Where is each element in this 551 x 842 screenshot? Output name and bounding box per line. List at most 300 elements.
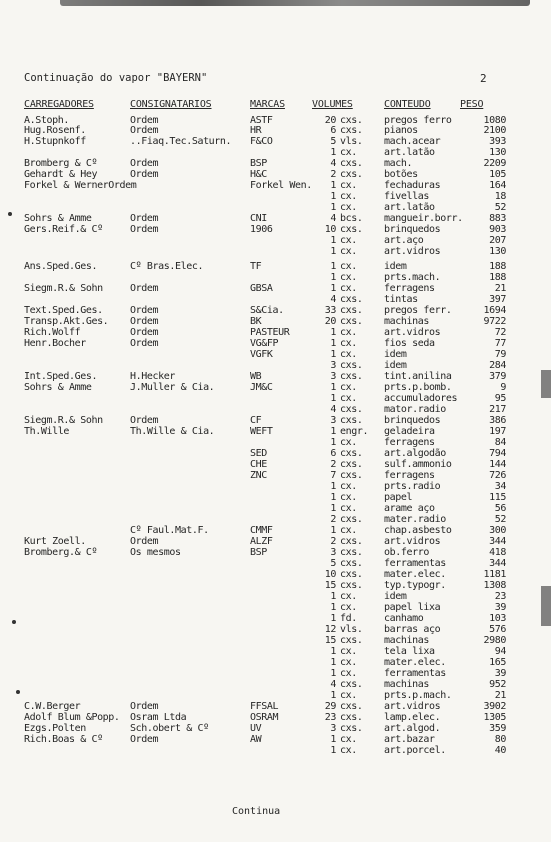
cell-marca: 1906	[250, 224, 273, 235]
cell-peso: 23	[494, 591, 506, 602]
cell-volume-qtd: 2	[330, 536, 336, 547]
cell-peso: 39	[494, 668, 506, 679]
cell-consignatario: Ordem	[130, 415, 159, 426]
cell-marca: WEFT	[250, 426, 273, 437]
cell-conteudo: ferragens	[384, 283, 435, 294]
cell-conteudo: chap.asbesto	[384, 525, 452, 536]
cell-volume-unidade: cxs.	[340, 115, 363, 126]
cell-volume-unidade: cxs.	[340, 470, 363, 481]
cell-peso: 21	[494, 690, 506, 701]
cell-peso: 52	[494, 514, 506, 525]
cell-peso: 34	[494, 481, 506, 492]
cell-conteudo: art.vidros	[384, 701, 441, 712]
cell-conteudo: idem	[384, 349, 407, 360]
cell-volume-unidade: cx.	[340, 261, 357, 272]
table-row	[0, 203, 551, 213]
cell-marca: ZNC	[250, 470, 267, 481]
cell-volume-unidade: cxs.	[340, 371, 363, 382]
cell-volume-unidade: cx.	[340, 272, 357, 283]
cell-conteudo: ferramentas	[384, 668, 446, 679]
table-row	[0, 383, 551, 393]
cell-volume-qtd: 6	[330, 125, 336, 136]
cell-volume-unidade: cxs.	[340, 712, 363, 723]
cell-volume-unidade: cx.	[340, 180, 357, 191]
cell-peso: 2980	[483, 635, 506, 646]
cell-peso: 217	[489, 404, 506, 415]
header-consignatarios: CONSIGNATARIOS	[130, 99, 212, 110]
table-row	[0, 471, 551, 481]
cell-volume-unidade: cx.	[340, 283, 357, 294]
cell-conteudo: tela lixa	[384, 646, 435, 657]
cell-conteudo: idem	[384, 360, 407, 371]
scan-top-edge	[60, 0, 530, 6]
cell-peso: 418	[489, 547, 506, 558]
cell-volume-qtd: 1	[330, 147, 336, 158]
cell-conteudo: sulf.ammonio	[384, 459, 452, 470]
cell-carregador: Int.Sped.Ges.	[24, 371, 98, 382]
cell-conteudo: art.algod.	[384, 723, 441, 734]
cell-peso: 9722	[483, 316, 506, 327]
cell-conteudo: fivellas	[384, 191, 429, 202]
cell-volume-unidade: cx.	[340, 481, 357, 492]
cell-volume-unidade: cxs.	[340, 316, 363, 327]
cell-volume-unidade: cxs.	[340, 547, 363, 558]
cell-peso: 207	[489, 235, 506, 246]
table-row	[0, 515, 551, 525]
cell-volume-qtd: 1	[330, 382, 336, 393]
cell-volume-unidade: cx.	[340, 525, 357, 536]
cell-peso: 165	[489, 657, 506, 668]
table-row	[0, 273, 551, 283]
cell-volume-qtd: 1	[330, 180, 336, 191]
cell-peso: 1308	[483, 580, 506, 591]
cell-conteudo: art.vidros	[384, 327, 441, 338]
table-row	[0, 181, 551, 191]
table-row	[0, 328, 551, 338]
cell-marca: UV	[250, 723, 262, 734]
cell-consignatario: Ordem	[130, 305, 159, 316]
cell-volume-qtd: 4	[330, 294, 336, 305]
cell-volume-unidade: cxs.	[340, 536, 363, 547]
cell-volume-unidade: cx.	[340, 646, 357, 657]
cell-peso: 164	[489, 180, 506, 191]
cell-carregador: Rich.Boas & Cº	[24, 734, 103, 745]
cell-marca: TF	[250, 261, 262, 272]
cell-peso: 300	[489, 525, 506, 536]
cell-carregador: Gers.Reif.& Cº	[24, 224, 103, 235]
cell-carregador: Ans.Sped.Ges.	[24, 261, 98, 272]
cell-consignatario: Ordem	[130, 338, 159, 349]
cell-carregador: Ezgs.Polten	[24, 723, 86, 734]
cell-volume-qtd: 5	[330, 136, 336, 147]
cell-conteudo: mator.radio	[384, 404, 446, 415]
cell-conteudo: botões	[384, 169, 418, 180]
cell-conteudo: arame aço	[384, 503, 435, 514]
cell-volume-unidade: cx.	[340, 191, 357, 202]
page-number: 2	[480, 72, 487, 85]
cell-marca: F&CO	[250, 136, 273, 147]
cell-volume-qtd: 1	[330, 668, 336, 679]
cell-conteudo: art.bazar	[384, 734, 435, 745]
cell-peso: 188	[489, 261, 506, 272]
cell-consignatario: Ordem	[130, 158, 159, 169]
cell-marca: S&Cia.	[250, 305, 284, 316]
table-row	[0, 236, 551, 246]
cell-conteudo: papel lixa	[384, 602, 441, 613]
cell-volume-unidade: cx.	[340, 745, 357, 756]
table-row	[0, 438, 551, 448]
cell-volume-qtd: 15	[324, 635, 336, 646]
cell-peso: 188	[489, 272, 506, 283]
cell-conteudo: tint.anilina	[384, 371, 452, 382]
cell-conteudo: machinas	[384, 316, 429, 327]
cell-conteudo: art.vidros	[384, 536, 441, 547]
cell-volume-qtd: 3	[330, 415, 336, 426]
table-row	[0, 247, 551, 257]
cell-volume-qtd: 1	[330, 327, 336, 338]
cell-conteudo: ferragens	[384, 437, 435, 448]
cell-volume-qtd: 1	[330, 525, 336, 536]
cell-carregador: Rich.Wolff	[24, 327, 81, 338]
header-carregadores: CARREGADORES	[24, 99, 94, 110]
cell-marca: CMMF	[250, 525, 273, 536]
cell-peso: 72	[494, 327, 506, 338]
cell-peso: 726	[489, 470, 506, 481]
table-row	[0, 658, 551, 668]
cell-peso: 56	[494, 503, 506, 514]
cell-peso: 284	[489, 360, 506, 371]
cell-peso: 1694	[483, 305, 506, 316]
cell-consignatario: Ordem	[130, 213, 159, 224]
table-row	[0, 548, 551, 558]
cell-volume-unidade: cx.	[340, 591, 357, 602]
cell-peso: 105	[489, 169, 506, 180]
cell-conteudo: papel	[384, 492, 413, 503]
table-row	[0, 669, 551, 679]
cell-carregador: Th.Wille	[24, 426, 69, 437]
cell-volume-qtd: 1	[330, 272, 336, 283]
table-row	[0, 126, 551, 136]
cell-conteudo: typ.typogr.	[384, 580, 446, 591]
cell-peso: 18	[494, 191, 506, 202]
cell-carregador: Bromberg.& Cº	[24, 547, 98, 558]
cell-volume-qtd: 1	[330, 283, 336, 294]
cell-conteudo: barras aço	[384, 624, 441, 635]
document-title: Continuação do vapor "BAYERN"	[24, 72, 208, 84]
cell-peso: 80	[494, 734, 506, 745]
cell-consignatario: Ordem	[130, 115, 159, 126]
cell-peso: 94	[494, 646, 506, 657]
cell-volume-unidade: bcs.	[340, 213, 363, 224]
cell-volume-qtd: 20	[324, 316, 336, 327]
cell-carregador: Transp.Akt.Ges.	[24, 316, 109, 327]
cell-peso: 130	[489, 246, 506, 257]
table-row	[0, 713, 551, 723]
cell-peso: 393	[489, 136, 506, 147]
cell-volume-unidade: cx.	[340, 382, 357, 393]
cell-volume-unidade: cxs.	[340, 679, 363, 690]
cell-volume-qtd: 1	[330, 734, 336, 745]
cell-marca: JM&C	[250, 382, 273, 393]
cell-consignatario: Os mesmos	[130, 547, 181, 558]
cell-volume-unidade: cxs.	[340, 723, 363, 734]
table-row	[0, 559, 551, 569]
table-row	[0, 724, 551, 734]
cell-volume-qtd: 1	[330, 261, 336, 272]
cell-conteudo: prts.p.mach.	[384, 690, 452, 701]
table-row	[0, 647, 551, 657]
cell-consignatario: Ordem	[130, 224, 159, 235]
cell-volume-qtd: 1	[330, 745, 336, 756]
cell-marca: BSP	[250, 158, 267, 169]
cell-conteudo: prts.radio	[384, 481, 441, 492]
cell-carregador: Hug.Rosenf.	[24, 125, 86, 136]
cell-volume-unidade: cx.	[340, 338, 357, 349]
cell-marca: Forkel Wen.	[250, 180, 312, 191]
cell-peso: 2100	[483, 125, 506, 136]
cell-marca: CF	[250, 415, 262, 426]
cell-peso: 77	[494, 338, 506, 349]
cell-volume-unidade: engr.	[340, 426, 369, 437]
cell-marca: FFSAL	[250, 701, 279, 712]
cell-volume-qtd: 1	[330, 235, 336, 246]
cell-volume-qtd: 3	[330, 723, 336, 734]
cell-conteudo: prts.mach.	[384, 272, 441, 283]
table-row	[0, 295, 551, 305]
cell-peso: 39	[494, 602, 506, 613]
cell-volume-unidade: cx.	[340, 602, 357, 613]
cell-conteudo: canhamo	[384, 613, 424, 624]
cell-peso: 952	[489, 679, 506, 690]
cell-volume-qtd: 4	[330, 679, 336, 690]
cell-peso: 794	[489, 448, 506, 459]
header-conteudo: CONTEUDO	[384, 99, 431, 110]
header-volumes: VOLUMES	[312, 99, 353, 110]
cell-volume-unidade: cx.	[340, 657, 357, 668]
cell-volume-qtd: 1	[330, 338, 336, 349]
cell-carregador: A.Stoph.	[24, 115, 69, 126]
cell-peso: 344	[489, 558, 506, 569]
cell-volume-qtd: 2	[330, 514, 336, 525]
cell-volume-qtd: 1	[330, 393, 336, 404]
table-row	[0, 214, 551, 224]
cell-volume-qtd: 5	[330, 558, 336, 569]
table-row	[0, 636, 551, 646]
cell-peso: 344	[489, 536, 506, 547]
table-row	[0, 416, 551, 426]
cell-consignatario: H.Hecker	[130, 371, 175, 382]
cell-volume-qtd: 1	[330, 426, 336, 437]
cell-marca: VGFK	[250, 349, 273, 360]
cell-marca: CHE	[250, 459, 267, 470]
table-row	[0, 482, 551, 492]
cell-peso: 576	[489, 624, 506, 635]
cell-volume-unidade: cx.	[340, 246, 357, 257]
cell-conteudo: ferramentas	[384, 558, 446, 569]
cell-volume-qtd: 33	[324, 305, 336, 316]
table-row	[0, 592, 551, 602]
cell-volume-unidade: cx.	[340, 668, 357, 679]
cell-volume-qtd: 6	[330, 448, 336, 459]
cell-peso: 52	[494, 202, 506, 213]
cell-volume-qtd: 1	[330, 613, 336, 624]
cell-consignatario: ..Fiaq.Tec.Saturn.	[130, 136, 232, 147]
cell-consignatario: Cº Faul.Mat.F.	[130, 525, 209, 536]
cell-peso: 130	[489, 147, 506, 158]
cell-consignatario: Ordem	[130, 327, 159, 338]
cell-conteudo: accumuladores	[384, 393, 458, 404]
cell-consignatario: Cº Bras.Elec.	[130, 261, 204, 272]
cell-conteudo: art.aço	[384, 235, 424, 246]
table-row	[0, 493, 551, 503]
cell-conteudo: tintas	[384, 294, 418, 305]
cell-volume-qtd: 20	[324, 115, 336, 126]
cell-volume-qtd: 7	[330, 470, 336, 481]
table-row	[0, 427, 551, 437]
table-row	[0, 137, 551, 147]
cell-volume-unidade: cxs.	[340, 224, 363, 235]
cell-conteudo: geladeira	[384, 426, 435, 437]
cell-marca: WB	[250, 371, 262, 382]
table-row	[0, 680, 551, 690]
cell-consignatario: Th.Wille & Cia.	[130, 426, 215, 437]
cell-conteudo: mater.radio	[384, 514, 446, 525]
cell-volume-unidade: vls.	[340, 136, 363, 147]
cell-volume-qtd: 2	[330, 169, 336, 180]
cell-carregador: Forkel & WernerOrdem	[24, 180, 137, 191]
cell-peso: 397	[489, 294, 506, 305]
cell-peso: 79	[494, 349, 506, 360]
cell-consignatario: J.Muller & Cia.	[130, 382, 215, 393]
cell-volume-qtd: 3	[330, 360, 336, 371]
cell-volume-unidade: cxs.	[340, 415, 363, 426]
cell-volume-qtd: 3	[330, 371, 336, 382]
cell-volume-qtd: 29	[324, 701, 336, 712]
cell-consignatario: Ordem	[130, 316, 159, 327]
cell-carregador: Henr.Bocher	[24, 338, 86, 349]
cell-conteudo: ferragens	[384, 470, 435, 481]
cell-consignatario: Ordem	[130, 701, 159, 712]
table-row	[0, 192, 551, 202]
table-row	[0, 603, 551, 613]
cell-consignatario: Ordem	[130, 169, 159, 180]
cell-volume-unidade: cxs.	[340, 514, 363, 525]
cell-peso: 1305	[483, 712, 506, 723]
cell-volume-unidade: cx.	[340, 349, 357, 360]
cell-carregador: C.W.Berger	[24, 701, 81, 712]
cell-volume-unidade: cxs.	[340, 701, 363, 712]
table-row	[0, 702, 551, 712]
cell-conteudo: fechaduras	[384, 180, 441, 191]
cell-volume-unidade: cxs.	[340, 569, 363, 580]
cell-volume-unidade: cxs.	[340, 580, 363, 591]
cell-volume-qtd: 10	[324, 569, 336, 580]
cell-volume-qtd: 15	[324, 580, 336, 591]
cell-volume-unidade: cx.	[340, 147, 357, 158]
cell-peso: 359	[489, 723, 506, 734]
table-row	[0, 339, 551, 349]
cell-conteudo: fios seda	[384, 338, 435, 349]
table-row	[0, 735, 551, 745]
cell-marca: BK	[250, 316, 262, 327]
cell-volume-unidade: cx.	[340, 437, 357, 448]
table-row	[0, 361, 551, 371]
cell-conteudo: mangueir.borr.	[384, 213, 463, 224]
cell-volume-qtd: 1	[330, 602, 336, 613]
cell-conteudo: idem	[384, 261, 407, 272]
cell-marca: CNI	[250, 213, 267, 224]
cell-carregador: Bromberg & Cº	[24, 158, 98, 169]
cell-volume-unidade: cx.	[340, 492, 357, 503]
table-row	[0, 306, 551, 316]
cell-volume-unidade: cxs.	[340, 558, 363, 569]
cell-volume-qtd: 4	[330, 404, 336, 415]
cell-marca: AW	[250, 734, 262, 745]
cell-conteudo: ob.ferro	[384, 547, 429, 558]
cell-conteudo: machinas	[384, 635, 429, 646]
cell-conteudo: pregos ferro	[384, 115, 452, 126]
cell-marca: ASTF	[250, 115, 273, 126]
cell-consignatario: Ordem	[130, 125, 159, 136]
cell-volume-qtd: 1	[330, 202, 336, 213]
cell-volume-qtd: 23	[324, 712, 336, 723]
cell-volume-unidade: cxs.	[340, 294, 363, 305]
cell-conteudo: prts.p.bomb.	[384, 382, 452, 393]
cell-volume-qtd: 2	[330, 459, 336, 470]
cell-volume-unidade: cx.	[340, 690, 357, 701]
table-row	[0, 691, 551, 701]
table-row	[0, 225, 551, 235]
cell-volume-qtd: 4	[330, 213, 336, 224]
table-row	[0, 526, 551, 536]
cell-marca: BSP	[250, 547, 267, 558]
cell-consignatario: Ordem	[130, 536, 159, 547]
cell-volume-qtd: 1	[330, 246, 336, 257]
table-row	[0, 394, 551, 404]
table-row	[0, 350, 551, 360]
cell-volume-unidade: cxs.	[340, 448, 363, 459]
table-row	[0, 262, 551, 272]
cell-carregador: Sohrs & Amme	[24, 213, 92, 224]
cell-marca: H&C	[250, 169, 267, 180]
cell-volume-qtd: 4	[330, 158, 336, 169]
header-marcas: MARCAS	[250, 99, 285, 110]
cell-volume-qtd: 1	[330, 646, 336, 657]
cell-conteudo: lamp.elec.	[384, 712, 441, 723]
cell-peso: 3902	[483, 701, 506, 712]
cell-volume-qtd: 3	[330, 547, 336, 558]
cell-marca: SED	[250, 448, 267, 459]
cell-volume-unidade: cx.	[340, 235, 357, 246]
cell-volume-qtd: 1	[330, 690, 336, 701]
cell-peso: 21	[494, 283, 506, 294]
cell-marca: GBSA	[250, 283, 273, 294]
table-row	[0, 537, 551, 547]
table-row	[0, 504, 551, 514]
cell-volume-qtd: 1	[330, 591, 336, 602]
cell-marca: VG&FP	[250, 338, 279, 349]
cell-conteudo: pianos	[384, 125, 418, 136]
cell-peso: 1080	[483, 115, 506, 126]
cell-carregador: Siegm.R.& Sohn	[24, 415, 103, 426]
table-row	[0, 449, 551, 459]
cell-volume-qtd: 12	[324, 624, 336, 635]
cell-peso: 84	[494, 437, 506, 448]
table-row	[0, 581, 551, 591]
cell-volume-unidade: cxs.	[340, 459, 363, 470]
cell-carregador: H.Stupnkoff	[24, 136, 86, 147]
cell-conteudo: art.algodão	[384, 448, 446, 459]
